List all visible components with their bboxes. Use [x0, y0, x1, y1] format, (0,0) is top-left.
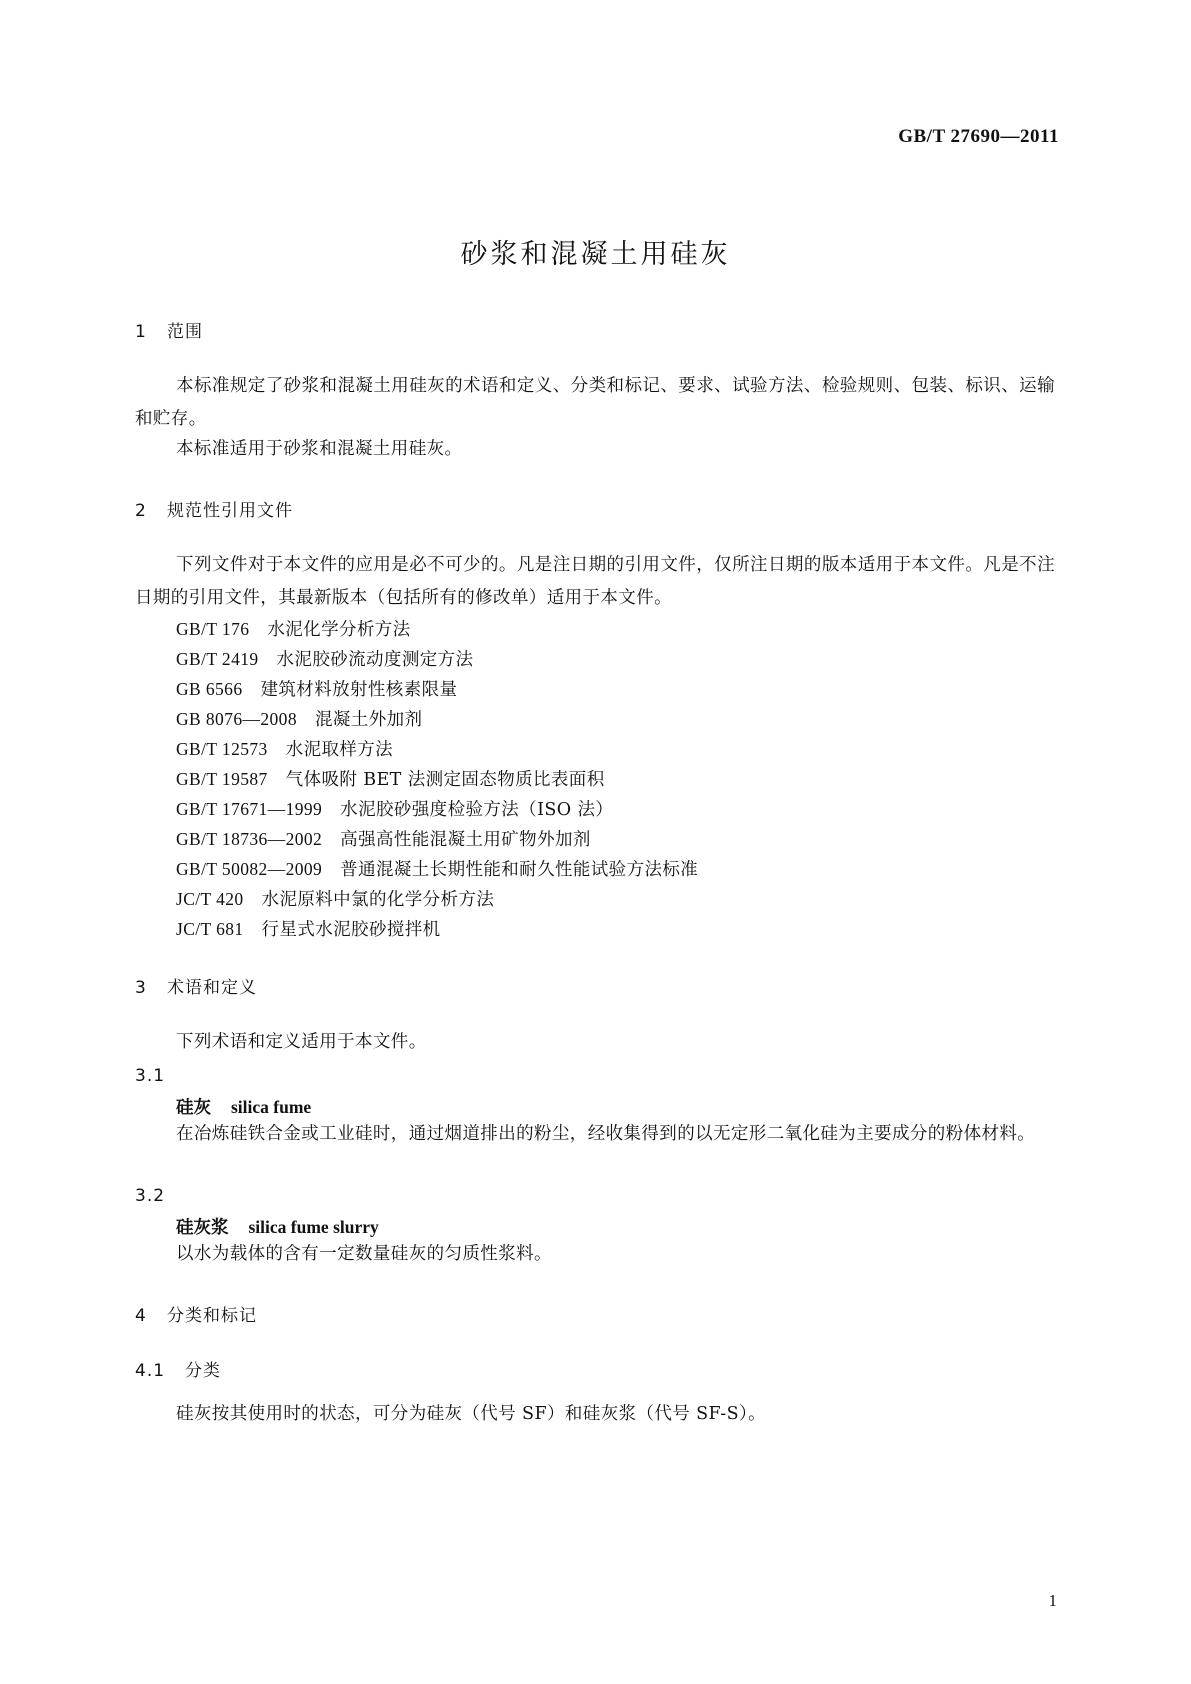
reference-title: 水泥原料中氯的化学分析方法	[261, 890, 495, 910]
section-number: 2	[135, 501, 147, 521]
reference-title: 水泥胶砂流动度测定方法	[276, 650, 474, 670]
term-definition: 以水为载体的含有一定数量硅灰的匀质性浆料。	[176, 1244, 552, 1264]
reference-item	[176, 886, 494, 911]
reference-code: GB 8076—2008	[176, 709, 297, 729]
subsection-title: 分类	[185, 1361, 221, 1381]
section-number: 1	[135, 322, 147, 342]
classification-paragraph: 硅灰按其使用时的状态，可分为硅灰（代号 SF）和硅灰浆（代号 SF-S）。	[176, 1404, 767, 1424]
reference-title: 普通混凝土长期性能和耐久性能试验方法标准	[340, 860, 699, 880]
reference-title: 混凝土外加剂	[315, 710, 423, 730]
reference-item	[176, 826, 591, 851]
section-number: 4	[135, 1306, 147, 1326]
scope-applicability-paragraph: 本标准适用于砂浆和混凝土用硅灰。	[176, 439, 463, 459]
document-title: 砂浆和混凝土用硅灰	[460, 239, 731, 270]
reference-item	[176, 616, 411, 641]
term-entry	[176, 1094, 311, 1119]
reference-item	[176, 646, 473, 671]
subsection-4-1-heading	[135, 1356, 221, 1381]
reference-item	[176, 856, 698, 881]
section-1-heading	[135, 317, 203, 342]
term-english: silica fume	[231, 1097, 312, 1117]
term-chinese: 硅灰浆	[176, 1218, 229, 1238]
terms-intro: 下列术语和定义适用于本文件。	[176, 1032, 427, 1052]
reference-code: GB/T 17671—1999	[176, 799, 323, 819]
reference-item	[176, 706, 422, 731]
subsection-number: 4.1	[135, 1361, 166, 1381]
reference-code: JC/T 420	[176, 889, 244, 909]
term-number: 3.2	[135, 1186, 166, 1206]
reference-code: GB/T 176	[176, 619, 250, 639]
reference-code: JC/T 681	[176, 919, 244, 939]
term-english: silica fume slurry	[248, 1217, 379, 1237]
section-title: 分类和标记	[167, 1306, 257, 1326]
reference-item	[176, 796, 613, 821]
reference-code: GB/T 12573	[176, 739, 268, 759]
term-definition: 在冶炼硅铁合金或工业硅时，通过烟道排出的粉尘，经收集得到的以无定形二氧化硅为主要成分的粉体材料。	[176, 1124, 1036, 1144]
reference-code: GB/T 19587	[176, 769, 268, 789]
reference-title: 水泥取样方法	[285, 740, 394, 760]
reference-code: GB/T 2419	[176, 649, 259, 669]
reference-code: GB/T 18736—2002	[176, 829, 323, 849]
reference-code: GB/T 50082—2009	[176, 859, 323, 879]
reference-title: 高强高性能混凝土用矿物外加剂	[340, 830, 591, 850]
reference-title: 水泥化学分析方法	[267, 620, 411, 640]
reference-title: 水泥胶砂强度检验方法（ISO 法）	[340, 800, 614, 820]
page-number: 1	[1048, 1591, 1057, 1610]
reference-item	[176, 736, 393, 761]
term-entry	[176, 1214, 379, 1239]
section-3-heading	[135, 973, 257, 998]
reference-code: GB 6566	[176, 679, 243, 699]
reference-title: 气体吸附 BET 法测定固态物质比表面积	[285, 770, 605, 790]
reference-title: 建筑材料放射性核素限量	[260, 680, 458, 700]
section-title: 范围	[167, 322, 203, 342]
reference-item	[176, 676, 457, 701]
reference-title: 行星式水泥胶砂搅拌机	[261, 920, 441, 940]
normative-references-intro: 下列文件对于本文件的应用是必不可少的。凡是注日期的引用文件，仅所注日期的版本适用于本文件。凡是不注日期的引用文件，其最新版本（包括所有的修改单）适用于本文件。	[135, 555, 1055, 608]
scope-paragraph: 本标准规定了砂浆和混凝土用硅灰的术语和定义、分类和标记、要求、试验方法、检验规则、包装、标识、运输和贮存。	[135, 376, 1055, 429]
section-title: 规范性引用文件	[167, 501, 293, 521]
section-2-heading	[135, 496, 293, 521]
section-4-heading	[135, 1301, 257, 1326]
term-number: 3.1	[135, 1066, 166, 1086]
section-title: 术语和定义	[167, 978, 257, 998]
standard-number: GB/T 27690—2011	[898, 126, 1059, 147]
section-number: 3	[135, 978, 147, 998]
reference-item	[176, 766, 605, 791]
term-chinese: 硅灰	[176, 1098, 211, 1118]
reference-item	[176, 916, 441, 941]
